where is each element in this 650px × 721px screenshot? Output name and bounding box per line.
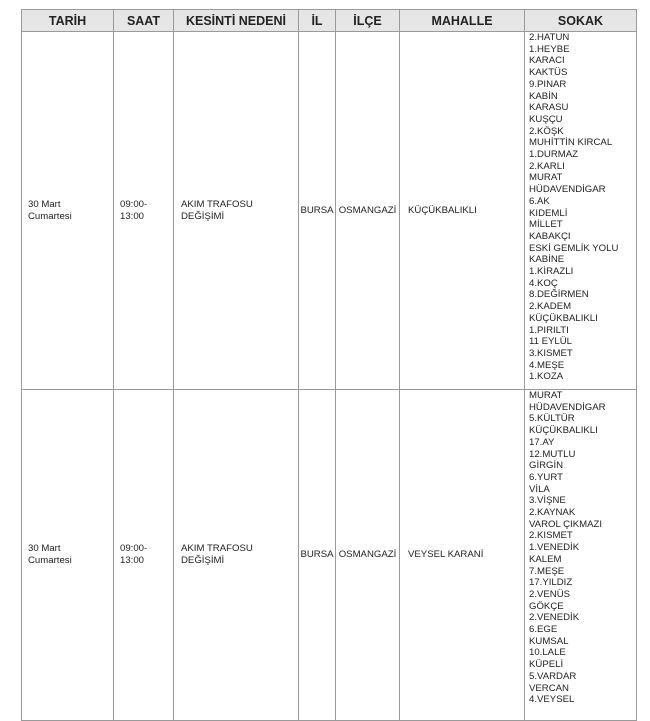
header-mahalle: MAHALLE	[400, 10, 525, 32]
street-name: 10.LALE	[529, 647, 566, 659]
saat-cell	[114, 390, 174, 721]
table-row	[22, 32, 637, 390]
street-name: VAROL ÇIKMAZI	[529, 518, 603, 530]
neden-line1: AKIM TRAFOSU	[181, 198, 253, 210]
mahalle-cell: KÜÇÜKBALIKLI	[400, 32, 525, 390]
street-name: MURAT	[529, 172, 563, 184]
table-row	[22, 390, 637, 721]
street-name: 12.MUTLU	[529, 448, 576, 460]
header-kesinti-nedeni: KESİNTİ NEDENİ	[174, 10, 299, 32]
street-name: KABAKÇI	[529, 230, 571, 242]
street-name: 2.VENEDİK	[529, 612, 580, 624]
tarih-day: Cumartesi	[28, 210, 72, 222]
street-name: 2.KAYNAK	[529, 507, 576, 519]
street-name: 11 EYLÜL	[529, 336, 573, 348]
street-name: GÖKÇE	[529, 600, 564, 612]
table-header-row	[22, 10, 637, 32]
header-il: İL	[299, 10, 336, 32]
street-name: 2.KADEM	[529, 301, 572, 313]
street-name: 2.VENÜS	[529, 588, 571, 600]
kesinti-nedeni-cell	[174, 32, 299, 390]
header-sokak: SOKAK	[525, 10, 637, 32]
street-name: KABİN	[529, 90, 558, 102]
street-name: 5.KÜLTÜR	[529, 413, 575, 425]
il-cell: BURSA	[299, 32, 336, 390]
street-name: 4.KOÇ	[529, 277, 558, 289]
street-name: KUMSAL	[529, 635, 569, 647]
street-name: MUHİTTİN KIRCAL	[529, 137, 613, 149]
street-name: KAKTÜS	[529, 67, 568, 79]
saat-end: 13:00	[120, 210, 145, 222]
street-name: MURAT	[529, 390, 563, 401]
header-tarih: TARİH	[22, 10, 114, 32]
street-name: 4.VEYSEL	[529, 694, 575, 706]
street-name: HÜDAVENDİGAR	[529, 401, 606, 413]
street-name: 1.PIRILTI	[529, 324, 569, 336]
street-name: 5.VARDAR	[529, 670, 577, 682]
neden-line1: AKIM TRAFOSU	[181, 543, 253, 555]
street-name: 6.AK	[529, 195, 550, 207]
mahalle-cell: VEYSEL KARANİ	[400, 390, 525, 721]
street-name: 1.HEYBE	[529, 43, 570, 55]
street-name: KÜÇÜKBALIKLI	[529, 425, 598, 437]
street-name: VİLA	[529, 483, 550, 495]
street-name: KÜPELİ	[529, 659, 564, 671]
street-name: HÜDAVENDİGAR	[529, 184, 606, 196]
street-name: 6.EGE	[529, 624, 558, 636]
ilce-cell: OSMANGAZİ	[336, 390, 400, 721]
il-cell: BURSA	[299, 390, 336, 721]
street-name: 2.HATUN	[529, 32, 570, 43]
street-name: 1.KİRAZLI	[529, 266, 574, 278]
street-name: KUŞÇU	[529, 113, 563, 125]
street-name: KIDEMLİ	[529, 207, 568, 219]
kesinti-nedeni-cell	[174, 390, 299, 721]
street-name: 3.VİŞNE	[529, 495, 566, 507]
header-saat: SAAT	[114, 10, 174, 32]
saat-start: 09:00-	[120, 543, 148, 555]
header-ilce: İLÇE	[336, 10, 400, 32]
street-name: 8.DEĞİRMEN	[529, 289, 589, 301]
street-name: GİRGİN	[529, 460, 564, 472]
street-name: 2.KÖŞK	[529, 125, 564, 137]
street-name: 1.VENEDİK	[529, 542, 580, 554]
outage-table	[21, 9, 637, 721]
neden-line2: DEĞİŞİMİ	[181, 555, 225, 566]
saat-start: 09:00-	[120, 198, 148, 210]
street-name: KARACI	[529, 55, 565, 67]
saat-cell	[114, 32, 174, 390]
tarih-date: 30 Mart	[28, 543, 61, 555]
street-name: 3.KISMET	[529, 347, 573, 359]
street-name: 17.YILDIZ	[529, 577, 573, 589]
street-name: VERCAN	[529, 682, 569, 694]
sokak-cell	[525, 390, 637, 721]
street-name: KÜÇÜKBALIKLI	[529, 312, 598, 324]
street-name: KABİNE	[529, 254, 565, 266]
street-name: 2.KARLI	[529, 160, 565, 172]
street-name: 17.AY	[529, 436, 555, 448]
tarih-cell	[22, 32, 114, 390]
street-name: KARASU	[529, 102, 569, 114]
street-name: MİLLET	[529, 219, 563, 231]
street-name: 1.KOZA	[529, 371, 564, 383]
street-name: 1.DURMAZ	[529, 149, 579, 161]
street-name: 4.MEŞE	[529, 359, 565, 371]
neden-line2: DEĞİŞİMİ	[181, 210, 225, 222]
street-name: ESKİ GEMLİK YOLU	[529, 242, 619, 254]
street-name: 7.MEŞE	[529, 565, 565, 577]
saat-end: 13:00	[120, 555, 145, 566]
sokak-cell	[525, 32, 637, 390]
tarih-day: Cumartesi	[28, 555, 72, 566]
tarih-cell	[22, 390, 114, 721]
street-name: 6.YURT	[529, 471, 563, 483]
street-name: KALEM	[529, 553, 562, 565]
ilce-cell: OSMANGAZİ	[336, 32, 400, 390]
tarih-date: 30 Mart	[28, 198, 61, 210]
street-name: 2.KISMET	[529, 530, 573, 542]
street-name: 9.PINAR	[529, 78, 567, 90]
